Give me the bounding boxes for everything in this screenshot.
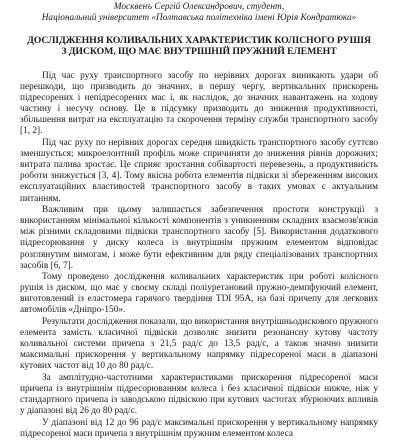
paragraph: Під час руху по нерівних дорогах середня швидкість транспортного засобу суттєво зменшується; микроелонтний профіль може спричиняти до зниження рівнів дорожних; витрата палива зростає. Це сприяє зростання собівартості перевезень, а продуктивність роботи знижується [3, 4]. Тому якісна робота елементів підвіски зі збереженням високих експлуатаційних властивостей транспортного засобу в таких умовах є актуальним питанням.	[20, 138, 378, 204]
paper-title: ДОСЛІДЖЕННЯ КОЛИВАЛЬНИХ ХАРАКТЕРИСТИК КОЛІСНОГО РУШІЯ З ДИСКОМ, ЩО МАЄ ВНУТРІШНІЙ ПРУЖНИЙ ЕЛЕМЕНТ	[27, 35, 371, 57]
paragraph: Під час руху транспортного засобу по нерівних дорогах виникають удари об перешкоди, що призводить до значних, в першу чергу, вертикальних прискорень підресорених і непідресорених мас і, як наслідок, до значних навантажень на ходову частину і несучу основу. Це в підсумку призводить до зниження продуктивності, збільшення витрат на експлуатацію та скорочення терміну служби транспортного засобу [1, 2].	[20, 71, 378, 137]
paragraph: Важливим при цьому залишається забезпечення простоти конструкції з використанням мінімальної кількості компонентів з уникненням складних взаємозв'язків між різними складовими підвіски транспортного засобу [5]. Використання додаткового підресорювання у диску колеса із внутрішнім пружним елементом відповідає розглянутим вимогам, і може бути ефективним для ряду спеціалізованих транспортних засобів [6, 7].	[20, 205, 378, 271]
paragraph: Тому проведено дослідження коливальних характеристик при роботі колісного рушія із диском, що має у своєму складі поліуретановий пружно-демпфуючий елемент, виготовлений із еластомера гарячого твердіння TDI 95A, на базі причепу для легкових автомобілів «Дніпро-150».	[20, 272, 378, 316]
paragraph: У діапазоні від 12 до 96 рад/с максимальні прискорення у вертикальному напрямку підресореної маси причепа з внутрішнім пружним елементом колеса	[20, 417, 378, 439]
author-line: Москвенъ Сергій Олександрович, студент,	[113, 2, 285, 12]
paragraph: Результати дослідження показали, що використання внутрішньодискового пружного елемента замість класичної підвіски дозволяє знизити резонансну кутову частоту коливальної системи причепа з 21,5 рад/с до 13,5 рад/с, а також значно знизити максимальні прискорення у вертикальному напрямку підресореної маси в діапазоні кутових частот від 10 до 80 рад/с.	[20, 317, 378, 372]
paragraph: За амплітудно-частотними характеристиками прискорення підресореної маси причепа із внутрішнім підресорюванням колеса і без класичної підвіски нижче, ніж у стандартного причепа із заводською підвіскою при кутових частотах збурюючих впливів у діапазоні від 26 до 80 рад/с.	[20, 373, 378, 417]
affiliation-line: Національний університет «Полтавська політехніка імені Юрія Кондратюка»	[41, 13, 357, 23]
paper-body	[20, 71, 378, 440]
